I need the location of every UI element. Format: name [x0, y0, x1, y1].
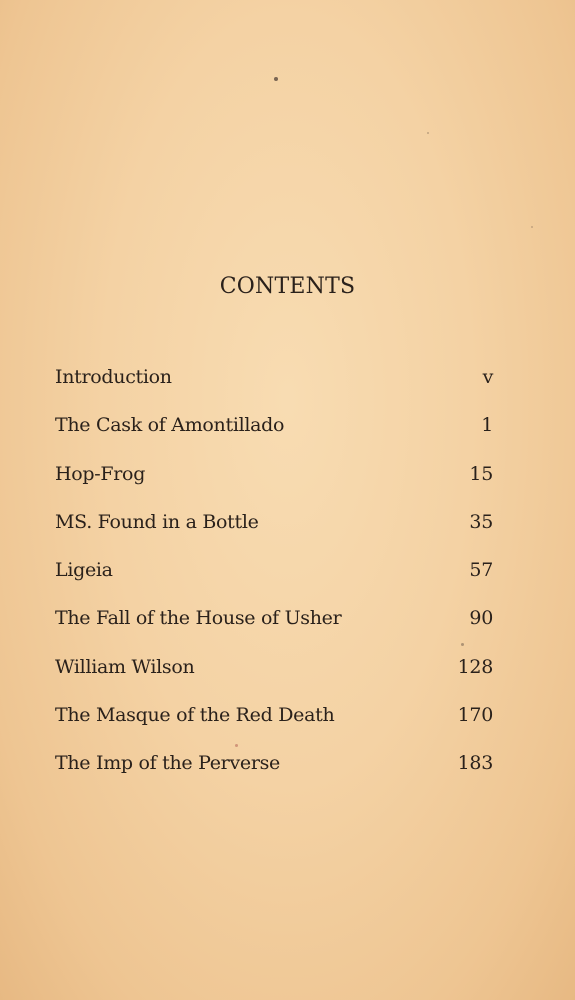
toc-entry-page: 1 — [481, 414, 493, 437]
table-of-contents — [55, 366, 493, 801]
toc-entry-title: The Cask of Amontillado — [55, 414, 285, 437]
paper-speck — [427, 132, 429, 134]
toc-entry-page: 90 — [469, 607, 493, 630]
toc-entry — [55, 414, 493, 462]
toc-entry-page: 170 — [457, 704, 493, 727]
toc-entry — [55, 656, 493, 704]
toc-entry-title: Hop-Frog — [55, 462, 146, 485]
toc-entry-page: 35 — [469, 510, 493, 533]
paper-speck — [531, 226, 533, 228]
toc-entry — [55, 559, 493, 607]
toc-entry-title: The Masque of the Red Death — [55, 704, 335, 727]
toc-entry — [55, 463, 493, 511]
toc-entry-title: William Wilson — [55, 655, 195, 678]
toc-entry-title: Ligeia — [55, 559, 113, 582]
toc-entry-title: MS. Found in a Bottle — [55, 510, 259, 533]
paper-speck — [274, 77, 278, 81]
toc-entry-page: 15 — [469, 462, 493, 485]
toc-entry — [55, 704, 493, 752]
toc-entry-page: 57 — [469, 559, 493, 582]
toc-entry — [55, 511, 493, 559]
toc-entry-title: Introduction — [55, 366, 172, 388]
toc-entry-page: 183 — [457, 752, 493, 775]
page-title: CONTENTS — [219, 274, 356, 299]
toc-entry — [55, 752, 493, 800]
toc-entry-page: 128 — [457, 655, 493, 678]
toc-entry-title: The Fall of the House of Usher — [55, 607, 342, 630]
toc-entry — [55, 607, 493, 655]
toc-entry-page: v — [482, 366, 493, 388]
toc-entry — [55, 366, 493, 414]
toc-entry-title: The Imp of the Perverse — [55, 752, 280, 775]
